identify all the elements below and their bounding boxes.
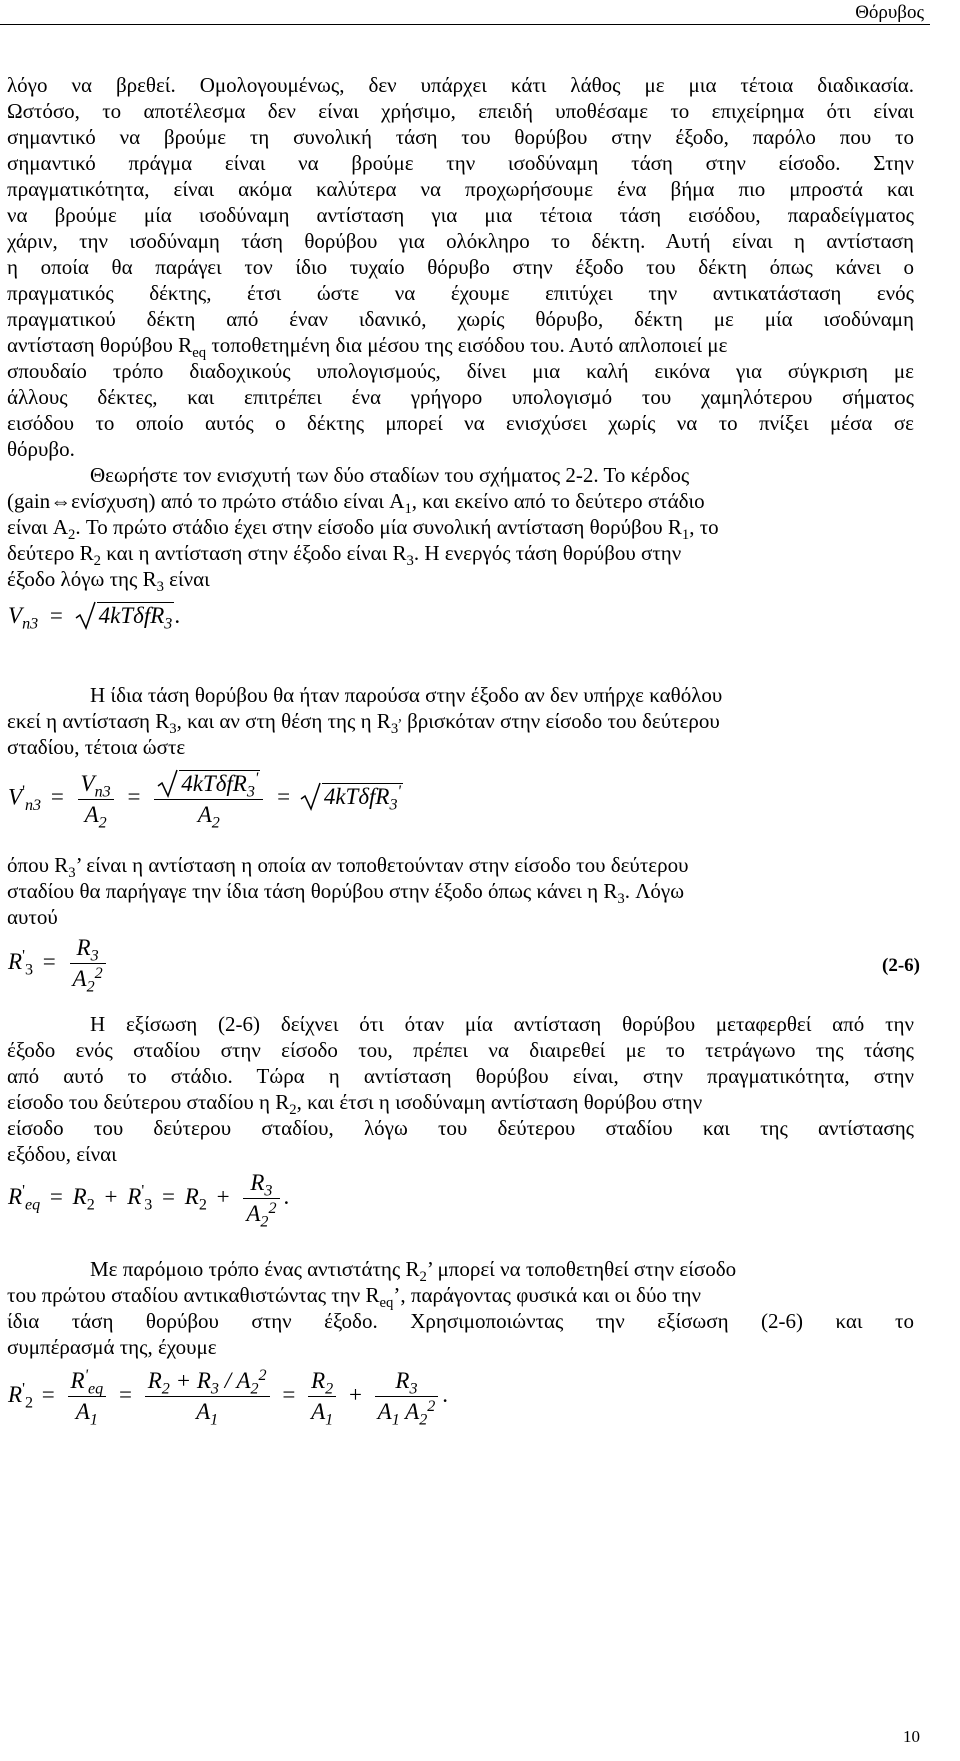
eq-subscript: n3 — [24, 796, 42, 814]
eq-subscript: eq — [88, 1380, 104, 1398]
header-rule — [0, 24, 930, 25]
subscript: 3 — [617, 891, 625, 908]
text-line — [7, 488, 705, 518]
eq-symbol: R — [127, 1183, 142, 1209]
fraction — [375, 1368, 439, 1429]
subscript: 3 — [156, 579, 164, 596]
square-root — [75, 602, 175, 633]
eq-subscript: 2 — [260, 1213, 269, 1231]
eq-subscript: n3 — [94, 783, 111, 801]
eq-subscript: 3 — [389, 796, 398, 814]
eq-symbol: A — [236, 1368, 251, 1393]
eq-symbol: V — [80, 770, 95, 796]
eq-subscript: 2 — [325, 1380, 334, 1398]
text-fragment: σταδίου θα παρήγαγε την ίδια τάση θορύβου στην έξοδο όπως κάνει η R — [7, 879, 618, 903]
text-fragment: βρισκόταν στην είσοδο του δεύτερου — [401, 709, 720, 733]
eq-symbol: R — [76, 935, 91, 960]
eq-symbol: R — [250, 1170, 265, 1195]
eq-subscript: 1 — [210, 1411, 219, 1429]
square-root: 4kTδfR$_3$' — [300, 783, 403, 810]
text-fragment: . Το πρώτο στάδιο έχει στην είσοδο μία συνολική αντίσταση θορύβου R — [75, 515, 682, 539]
eq-symbol: 4kTδfR — [181, 771, 247, 796]
eq-symbol: R — [395, 1368, 410, 1393]
text-fragment: . Η ενεργός τάση θορύβου στην — [413, 541, 682, 565]
eq-subscript: 3 — [409, 1380, 418, 1398]
text-line — [7, 332, 728, 362]
subscript: 3 — [406, 553, 414, 570]
fraction — [308, 1368, 336, 1429]
eq-symbol: A — [311, 1399, 326, 1424]
eq-subscript: 3 — [90, 947, 99, 965]
subscript: 3 — [390, 721, 399, 738]
text-line: ίδια τάση θορύβου στην έξοδο. Χρησιμοποιώντας την εξίσωση (2-6) και το — [7, 1309, 914, 1333]
text-line: από αυτό το στάδιο. Τώρα η αντίσταση θορύβου είναι, στην πραγματικότητα, στην — [7, 1064, 914, 1088]
text-fragment: είναι — [163, 567, 210, 591]
eq-subscript: 2 — [161, 1380, 170, 1398]
text-line — [7, 1089, 703, 1119]
eq-symbol: A — [75, 1399, 90, 1424]
eq-symbol: R — [8, 1183, 23, 1209]
eq-subscript: 2 — [250, 1380, 259, 1398]
eq-symbol: R — [8, 948, 23, 974]
text-fragment: αντίσταση θορύβου R — [7, 333, 193, 357]
eq-symbol: A — [405, 1399, 420, 1424]
header-title: Θόρυβος — [855, 2, 924, 23]
eq-symbol: . — [174, 603, 181, 628]
equation-number: (2-6) — [882, 955, 920, 976]
equation-vn3-prime: $V'_{n3}$ = $\frac{V_{n3}}{A_2}$ = $\frac{4kT\delta fR_3'}{A_2}$ = 4kTδfR$_3$' — [8, 769, 401, 832]
eq-symbol: R — [72, 1183, 87, 1209]
eq-subscript: 2 — [419, 1411, 428, 1429]
fraction: $\frac{4kT\delta fR_3'}{A_2}$ — [154, 770, 263, 828]
eq-subscript: 1 — [325, 1411, 334, 1429]
text-line — [90, 1256, 737, 1286]
eq-subscript: n3 — [22, 615, 39, 633]
subscript: 3 — [68, 865, 76, 882]
eq-superscript: 2 — [427, 1397, 436, 1415]
eq-subscript: 2 — [24, 1394, 34, 1412]
eq-symbol: R — [196, 1368, 211, 1393]
eq-symbol: A — [196, 1399, 211, 1424]
eq-symbol: A — [377, 1399, 392, 1424]
text-line: συμπέρασμά της, έχουμε — [7, 1335, 217, 1359]
text-line: Η εξίσωση (2-6) δείχνει ότι όταν μία αντίσταση θορύβου μεταφερθεί από την — [90, 1012, 914, 1036]
text-fragment: . Λόγω — [624, 879, 685, 903]
eq-subscript: 1 — [391, 1411, 400, 1429]
eq-symbol: 4kTδfR — [323, 784, 390, 810]
equation-2-6: $R'_3$ = $\frac{R_3}{A_2^2}$ — [8, 935, 110, 992]
text-line: Ωστόσο, το αποτέλεσμα δεν είναι χρήσιμο, επειδή υποθέσαμε το επιχείρημα ότι είναι — [7, 99, 914, 123]
text-line: πραγματικότητα, είναι ακόμα καλύτερα να προχωρήσουμε ένα βήμα πιο μπροστά και — [7, 177, 914, 201]
page-number: 10 — [903, 1727, 920, 1746]
text-fragment: ενίσχυση) από το πρώτο στάδιο είναι A — [71, 489, 405, 513]
fraction — [78, 770, 114, 832]
eq-subscript: 2 — [86, 1196, 95, 1214]
text-line — [7, 540, 682, 570]
fraction — [243, 1170, 279, 1231]
text-fragment: είσοδο του δεύτερου σταδίου η R — [7, 1090, 290, 1114]
text-line — [7, 514, 719, 544]
text-line: σημαντικό να βρούμε τη συνολική τάση του θορύβου στην έξοδο, παρόλο που το — [7, 125, 914, 149]
text-line: εισόδου το οποίο αυτός ο δέκτης μπορεί να ενισχύσει χωρίς να το πνίξει μέσα σε — [7, 411, 914, 435]
text-fragment: ’ μπορεί να τοποθετηθεί στην είσοδο — [426, 1257, 737, 1281]
text-line: πραγματικού δέκτη από έναν ιδανικό, χωρίς θόρυβο, δέκτη με μία ισοδύναμη — [7, 307, 914, 331]
eq-superscript: 2 — [258, 1366, 267, 1384]
text-fragment: και η αντίσταση στην έξοδο είναι R — [100, 541, 407, 565]
subscript: 1 — [681, 527, 690, 544]
text-fragment: , το — [689, 515, 719, 539]
subscript: eq — [192, 345, 207, 362]
text-fragment: ’, παράγοντας φυσικά και οι δύο την — [393, 1283, 702, 1307]
subscript: eq — [379, 1295, 394, 1312]
subscript: 3 — [169, 721, 177, 738]
eq-subscript: eq — [24, 1196, 41, 1214]
eq-superscript: 2 — [268, 1199, 277, 1217]
text-line — [7, 566, 210, 596]
equation-r2-prime: $R'_2$ = $\frac{R'_{eq}}{A_1}$ = $\frac{R_2 + R_3 / A_2^2}{A_1}$ = $\frac{R_2}{A_1}$ + $\frac{R_3}{A_1 A_2^2}$ . — [8, 1366, 449, 1429]
subscript: 1 — [404, 501, 412, 518]
text-line: αυτού — [7, 905, 58, 929]
eq-symbol: A — [246, 1201, 261, 1226]
double-arrow-icon: ⇔ — [50, 489, 72, 513]
text-fragment: Με παρόμοιο τρόπο ένας αντιστάτης R — [90, 1257, 420, 1281]
eq-symbol: 4kTδfR — [98, 603, 165, 628]
text-line: χάριν, την ισοδύναμη τάση θορύβου για ολόκληρο το δέκτη. Αυτή είναι η αντίσταση — [7, 229, 914, 253]
fraction: $\frac{R'_{eq}}{A_1}$ — [68, 1368, 107, 1425]
subscript: 2 — [419, 1269, 427, 1286]
text-fragment: όπου R — [7, 853, 69, 877]
fraction: $\frac{R_2 + R_3 / A_2^2}{A_1}$ — [145, 1368, 270, 1425]
text-line — [7, 1282, 702, 1312]
eq-subscript: 3 — [24, 961, 34, 979]
text-line — [7, 878, 685, 908]
eq-subscript: 1 — [89, 1411, 98, 1429]
eq-symbol: R — [311, 1368, 326, 1393]
eq-subscript: 2 — [211, 814, 220, 832]
text-fragment: εκεί η αντίσταση R — [7, 709, 170, 733]
eq-subscript: 3 — [246, 783, 255, 801]
text-fragment: έξοδο λόγω της R — [7, 567, 157, 591]
equation-req: $R'_{eq} = R_2 + R'_3 = R_2$ + $\frac{R_3}{A_2^2}$ . — [8, 1170, 290, 1231]
eq-symbol: A — [72, 966, 87, 991]
eq-symbol: R — [147, 1368, 162, 1393]
subscript: 2 — [68, 527, 76, 544]
equation-vn3: $V_{n3}$ = 4kTδfR$_3$. — [8, 603, 181, 633]
text-fragment: τοποθετημένη δια μέσου της εισόδου του. Αυτό απλοποιεί με — [206, 333, 728, 357]
text-fragment: δεύτερο R — [7, 541, 94, 565]
eq-subscript: 3 — [264, 1182, 273, 1200]
text-line — [7, 852, 689, 882]
text-line: σπουδαίο τρόπο διαδοχικούς υπολογισμούς, δίνει μια καλή εικόνα για σύγκριση με — [7, 359, 914, 383]
text-line: σημαντικό πράγμα είναι να βρούμε την ισοδύναμη τάση στην είσοδο. Στην — [7, 151, 914, 175]
text-fragment: ’ είναι η αντίσταση η οποία αν τοποθετούνταν στην είσοδο του δεύτερου — [75, 853, 689, 877]
text-fragment: , και έτσι η ισοδύναμη αντίσταση θορύβου στην — [296, 1090, 703, 1114]
text-line: εξόδου, είναι — [7, 1142, 117, 1166]
text-fragment: είναι A — [7, 515, 69, 539]
eq-subscript: 2 — [86, 978, 95, 996]
text-line: λόγο να βρεθεί. Ομολογουμένως, δεν υπάρχει κάτι λάθος με μια τέτοια διαδικασία. — [7, 73, 914, 97]
text-line — [7, 708, 720, 738]
page-header — [0, 0, 960, 26]
text-line: θόρυβο. — [7, 437, 75, 461]
text-line: να βρούμε μία ισοδύναμη αντίσταση για μια τέτοια τάση εισόδου, παραδείγματος — [7, 203, 914, 227]
text-fragment: (gain — [7, 489, 51, 513]
eq-symbol: R — [8, 1381, 23, 1407]
text-line: Η ίδια τάση θορύβου θα ήταν παρούσα στην έξοδο αν δεν υπήρχε καθόλου — [90, 683, 723, 707]
superscript: , — [398, 708, 402, 725]
text-fragment: , και αν στη θέση της η R — [176, 709, 391, 733]
eq-subscript: 3 — [164, 615, 173, 633]
eq-symbol: V — [8, 784, 23, 810]
eq-subscript: 3 — [210, 1380, 219, 1398]
text-fragment: του πρώτου σταδίου αντικαθιστώντας την R — [7, 1283, 380, 1307]
eq-subscript: 2 — [98, 814, 107, 832]
eq-subscript: 2 — [198, 1196, 207, 1214]
text-fragment: , και εκείνο από το δεύτερο στάδιο — [411, 489, 705, 513]
subscript: 2 — [93, 553, 101, 570]
eq-symbol: R — [70, 1368, 85, 1393]
text-line: πραγματικός δέκτης, έτσι ώστε να έχουμε επιτύχει την αντικατάσταση ενός — [7, 281, 914, 305]
eq-symbol: A — [197, 802, 212, 827]
eq-symbol: V — [8, 603, 23, 628]
text-line: έξοδο ενός σταδίου στην είσοδο του, πρέπει να διαιρεθεί με το τετράγωνο της τάσης — [7, 1038, 914, 1062]
eq-subscript: 3 — [144, 1196, 153, 1214]
eq-symbol: A — [84, 801, 99, 827]
text-line: άλλους δέκτες, και επιτρέπει ένα γρήγορο υπολογισμό του χαμηλότερου σήματος — [7, 385, 914, 409]
text-line: είσοδο του δεύτερου σταδίου, λόγω του δεύτερου σταδίου και της αντίστασης — [7, 1116, 914, 1140]
text-line: η οποία θα παράγει τον ίδιο τυχαίο θόρυβο στην έξοδο του δέκτη όπως κάνει ο — [7, 255, 914, 279]
eq-superscript: 2 — [94, 964, 103, 982]
text-line: Θεωρήστε τον ενισχυτή των δύο σταδίων του σχήματος 2-2. Το κέρδος — [90, 463, 690, 487]
text-line: σταδίου, τέτοια ώστε — [7, 735, 186, 759]
fraction — [70, 935, 106, 996]
eq-symbol: R — [184, 1183, 199, 1209]
subscript: 2 — [289, 1102, 297, 1119]
